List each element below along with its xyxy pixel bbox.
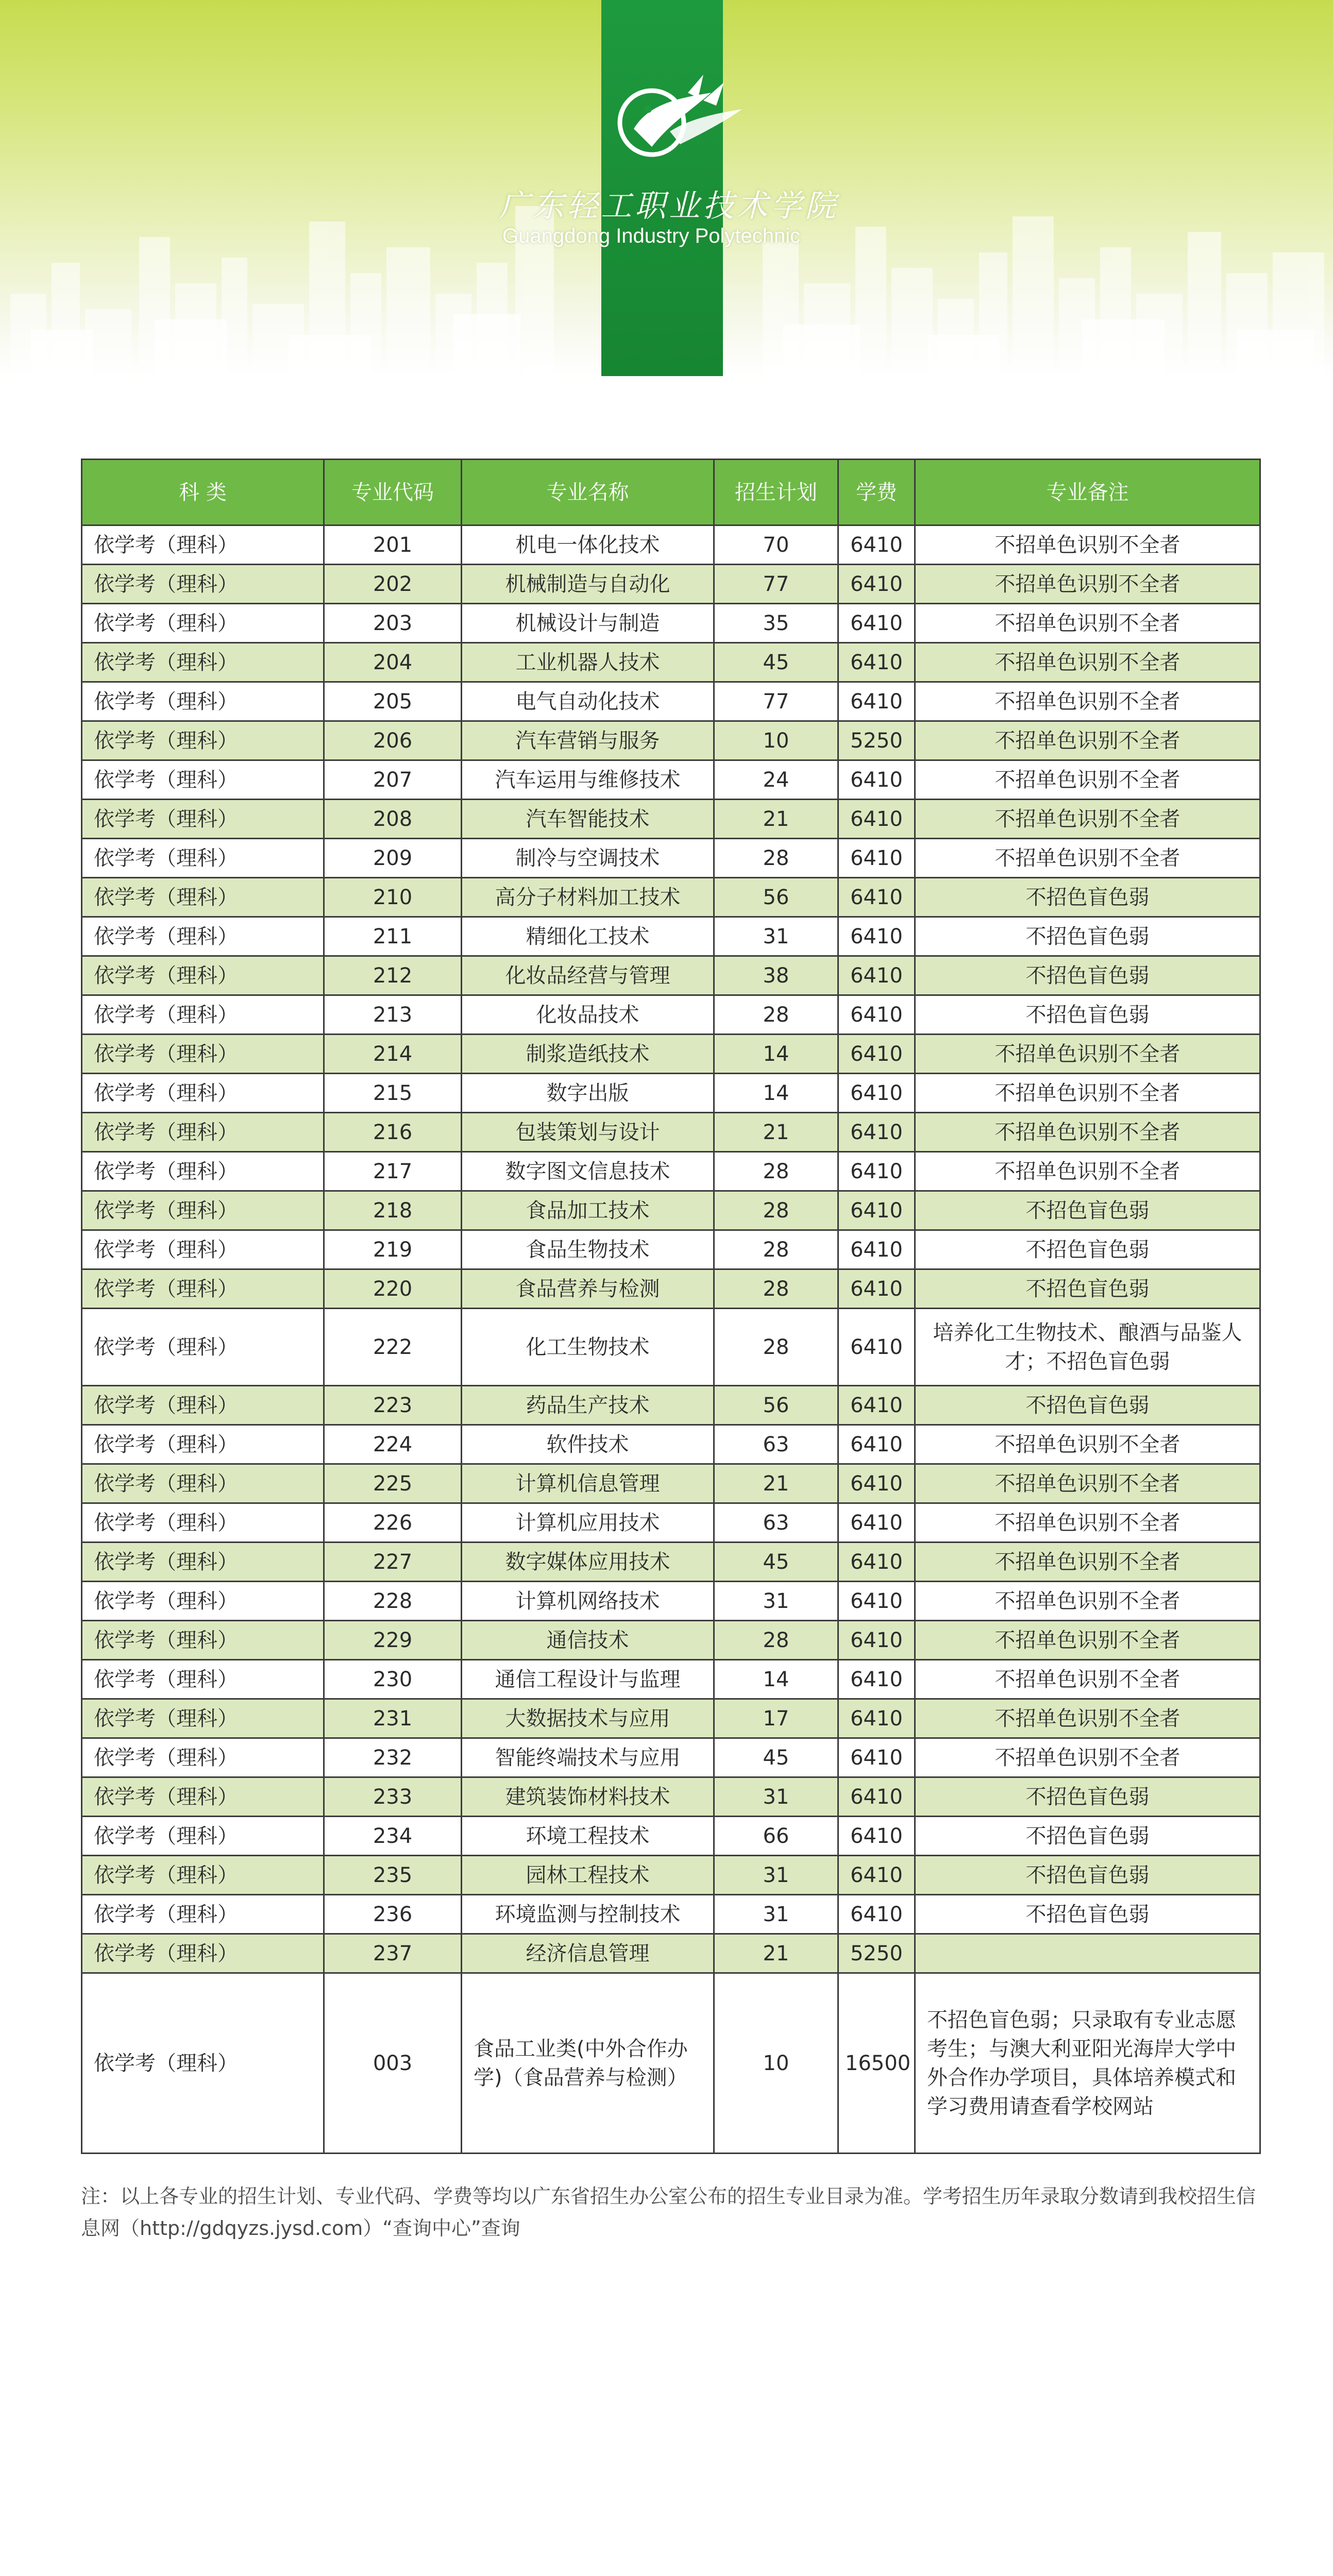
cell-note: 不招单色识别不全者 bbox=[915, 1113, 1260, 1152]
cell-major: 园林工程技术 bbox=[462, 1856, 714, 1895]
cell-code: 231 bbox=[324, 1699, 462, 1738]
cell-fee: 6410 bbox=[838, 643, 915, 682]
cell-fee: 6410 bbox=[838, 1386, 915, 1425]
table-row bbox=[82, 1035, 1260, 1074]
cell-major: 制浆造纸技术 bbox=[462, 1035, 714, 1074]
cell-plan: 21 bbox=[714, 800, 838, 839]
cell-plan: 14 bbox=[714, 1074, 838, 1113]
cell-plan: 56 bbox=[714, 1386, 838, 1425]
cell-category: 依学考（理科） bbox=[82, 721, 324, 760]
cell-category: 依学考（理科） bbox=[82, 1074, 324, 1113]
cell-plan: 63 bbox=[714, 1503, 838, 1543]
table-row bbox=[82, 1503, 1260, 1543]
cell-note: 不招色盲色弱 bbox=[915, 917, 1260, 956]
cell-note: 不招色盲色弱；只录取有专业志愿考生；与澳大利亚阳光海岸大学中外合作办学项目，具体培养模式和学习费用请查看学校网站 bbox=[915, 1973, 1260, 2154]
table-row bbox=[82, 1738, 1260, 1777]
cell-note: 不招色盲色弱 bbox=[915, 1817, 1260, 1856]
cell-plan: 28 bbox=[714, 839, 838, 878]
cell-category: 依学考（理科） bbox=[82, 526, 324, 565]
cell-note: 不招色盲色弱 bbox=[915, 1230, 1260, 1269]
table-row bbox=[82, 1660, 1260, 1699]
cell-code: 205 bbox=[324, 682, 462, 721]
cell-fee: 6410 bbox=[838, 682, 915, 721]
cell-note: 不招色盲色弱 bbox=[915, 1386, 1260, 1425]
cell-code: 229 bbox=[324, 1621, 462, 1660]
cell-note: 不招单色识别不全者 bbox=[915, 1503, 1260, 1543]
cell-fee: 6410 bbox=[838, 1309, 915, 1386]
cell-major: 化妆品技术 bbox=[462, 995, 714, 1035]
cell-fee: 6410 bbox=[838, 1152, 915, 1191]
table-row bbox=[82, 1543, 1260, 1582]
cell-major: 食品加工技术 bbox=[462, 1191, 714, 1230]
cell-major: 汽车智能技术 bbox=[462, 800, 714, 839]
cell-category: 依学考（理科） bbox=[82, 995, 324, 1035]
cell-plan: 28 bbox=[714, 1309, 838, 1386]
cell-note: 不招单色识别不全者 bbox=[915, 1621, 1260, 1660]
column-header-major: 专业名称 bbox=[462, 460, 714, 526]
cell-plan: 10 bbox=[714, 1973, 838, 2154]
cell-code: 225 bbox=[324, 1464, 462, 1503]
cell-code: 220 bbox=[324, 1269, 462, 1309]
cell-major: 经济信息管理 bbox=[462, 1934, 714, 1973]
cell-note: 不招单色识别不全者 bbox=[915, 604, 1260, 643]
table-row bbox=[82, 1895, 1260, 1934]
cell-plan: 77 bbox=[714, 565, 838, 604]
cell-category: 依学考（理科） bbox=[82, 1191, 324, 1230]
cell-fee: 6410 bbox=[838, 800, 915, 839]
cell-category: 依学考（理科） bbox=[82, 1113, 324, 1152]
cell-note: 不招单色识别不全者 bbox=[915, 1660, 1260, 1699]
cell-category: 依学考（理科） bbox=[82, 1035, 324, 1074]
cell-plan: 45 bbox=[714, 643, 838, 682]
cell-fee: 6410 bbox=[838, 917, 915, 956]
cell-code: 003 bbox=[324, 1973, 462, 2154]
cell-category: 依学考（理科） bbox=[82, 1973, 324, 2154]
cell-note bbox=[915, 1934, 1260, 1973]
cell-fee: 5250 bbox=[838, 1934, 915, 1973]
cell-plan: 31 bbox=[714, 917, 838, 956]
table-row bbox=[82, 1113, 1260, 1152]
cell-note: 不招单色识别不全者 bbox=[915, 1425, 1260, 1464]
cell-category: 依学考（理科） bbox=[82, 604, 324, 643]
cell-code: 206 bbox=[324, 721, 462, 760]
cell-major: 机械设计与制造 bbox=[462, 604, 714, 643]
column-header-fee: 学费 bbox=[838, 460, 915, 526]
cell-fee: 6410 bbox=[838, 1035, 915, 1074]
table-row bbox=[82, 956, 1260, 995]
table-row bbox=[82, 1699, 1260, 1738]
cell-category: 依学考（理科） bbox=[82, 1503, 324, 1543]
enrollment-plan-table bbox=[81, 459, 1261, 2154]
column-header-code: 专业代码 bbox=[324, 460, 462, 526]
cell-code: 227 bbox=[324, 1543, 462, 1582]
table-row bbox=[82, 917, 1260, 956]
cell-fee: 6410 bbox=[838, 1269, 915, 1309]
cell-note: 不招单色识别不全者 bbox=[915, 643, 1260, 682]
cell-plan: 38 bbox=[714, 956, 838, 995]
cell-plan: 24 bbox=[714, 760, 838, 800]
table-row bbox=[82, 1934, 1260, 1973]
cell-major: 大数据技术与应用 bbox=[462, 1699, 714, 1738]
cell-fee: 6410 bbox=[838, 565, 915, 604]
cell-major: 计算机信息管理 bbox=[462, 1464, 714, 1503]
cell-code: 203 bbox=[324, 604, 462, 643]
cell-note: 不招单色识别不全者 bbox=[915, 1152, 1260, 1191]
cell-major: 食品营养与检测 bbox=[462, 1269, 714, 1309]
cell-category: 依学考（理科） bbox=[82, 1621, 324, 1660]
cell-fee: 6410 bbox=[838, 526, 915, 565]
school-name-chinese: 广东轻工职业技术学院 bbox=[499, 188, 839, 224]
cell-category: 依学考（理科） bbox=[82, 917, 324, 956]
cell-major: 环境监测与控制技术 bbox=[462, 1895, 714, 1934]
cell-plan: 56 bbox=[714, 878, 838, 917]
cell-fee: 6410 bbox=[838, 839, 915, 878]
cell-code: 226 bbox=[324, 1503, 462, 1543]
cell-code: 235 bbox=[324, 1856, 462, 1895]
cell-major: 数字出版 bbox=[462, 1074, 714, 1113]
cell-major: 通信工程设计与监理 bbox=[462, 1660, 714, 1699]
cell-category: 依学考（理科） bbox=[82, 1152, 324, 1191]
cell-note: 不招单色识别不全者 bbox=[915, 1738, 1260, 1777]
cell-code: 237 bbox=[324, 1934, 462, 1973]
cell-category: 依学考（理科） bbox=[82, 1817, 324, 1856]
cell-plan: 63 bbox=[714, 1425, 838, 1464]
cell-plan: 28 bbox=[714, 1269, 838, 1309]
cell-major: 智能终端技术与应用 bbox=[462, 1738, 714, 1777]
cell-plan: 28 bbox=[714, 995, 838, 1035]
cell-plan: 14 bbox=[714, 1660, 838, 1699]
cell-category: 依学考（理科） bbox=[82, 1309, 324, 1386]
cell-note: 不招色盲色弱 bbox=[915, 878, 1260, 917]
cell-plan: 21 bbox=[714, 1113, 838, 1152]
cell-major: 建筑装饰材料技术 bbox=[462, 1777, 714, 1817]
cell-category: 依学考（理科） bbox=[82, 956, 324, 995]
cell-major: 数字图文信息技术 bbox=[462, 1152, 714, 1191]
cell-fee: 5250 bbox=[838, 721, 915, 760]
cell-fee: 6410 bbox=[838, 1777, 915, 1817]
cell-note: 不招单色识别不全者 bbox=[915, 1074, 1260, 1113]
cell-code: 219 bbox=[324, 1230, 462, 1269]
cell-fee: 6410 bbox=[838, 1113, 915, 1152]
cell-major: 机电一体化技术 bbox=[462, 526, 714, 565]
cell-note: 不招色盲色弱 bbox=[915, 1269, 1260, 1309]
cell-fee: 6410 bbox=[838, 956, 915, 995]
cell-fee: 6410 bbox=[838, 760, 915, 800]
cell-fee: 6410 bbox=[838, 1230, 915, 1269]
cell-note: 不招色盲色弱 bbox=[915, 1777, 1260, 1817]
cell-note: 不招单色识别不全者 bbox=[915, 839, 1260, 878]
cell-major: 包装策划与设计 bbox=[462, 1113, 714, 1152]
cell-note: 不招色盲色弱 bbox=[915, 1856, 1260, 1895]
cell-note: 不招单色识别不全者 bbox=[915, 1464, 1260, 1503]
cell-code: 209 bbox=[324, 839, 462, 878]
cell-major: 工业机器人技术 bbox=[462, 643, 714, 682]
cell-code: 233 bbox=[324, 1777, 462, 1817]
cell-category: 依学考（理科） bbox=[82, 1660, 324, 1699]
table-row bbox=[82, 604, 1260, 643]
cell-note: 不招单色识别不全者 bbox=[915, 800, 1260, 839]
table-row bbox=[82, 1309, 1260, 1386]
cell-plan: 70 bbox=[714, 526, 838, 565]
cell-code: 223 bbox=[324, 1386, 462, 1425]
header-banner bbox=[0, 0, 1333, 376]
table-row bbox=[82, 1152, 1260, 1191]
cell-category: 依学考（理科） bbox=[82, 1269, 324, 1309]
cell-major: 机械制造与自动化 bbox=[462, 565, 714, 604]
cell-fee: 16500 bbox=[838, 1973, 915, 2154]
table-row bbox=[82, 1386, 1260, 1425]
cell-fee: 6410 bbox=[838, 1582, 915, 1621]
table-row bbox=[82, 682, 1260, 721]
cell-major: 制冷与空调技术 bbox=[462, 839, 714, 878]
cell-note: 不招单色识别不全者 bbox=[915, 1582, 1260, 1621]
cell-fee: 6410 bbox=[838, 1817, 915, 1856]
cell-code: 218 bbox=[324, 1191, 462, 1230]
cell-category: 依学考（理科） bbox=[82, 1777, 324, 1817]
cell-code: 210 bbox=[324, 878, 462, 917]
cell-major: 汽车营销与服务 bbox=[462, 721, 714, 760]
cell-fee: 6410 bbox=[838, 1425, 915, 1464]
cell-category: 依学考（理科） bbox=[82, 1425, 324, 1464]
cell-code: 213 bbox=[324, 995, 462, 1035]
cell-major: 计算机网络技术 bbox=[462, 1582, 714, 1621]
table-row bbox=[82, 839, 1260, 878]
table-row bbox=[82, 1777, 1260, 1817]
cell-fee: 6410 bbox=[838, 995, 915, 1035]
cell-category: 依学考（理科） bbox=[82, 1386, 324, 1425]
cell-note: 不招单色识别不全者 bbox=[915, 682, 1260, 721]
cell-note: 培养化工生物技术、酿酒与品鉴人才；不招色盲色弱 bbox=[915, 1309, 1260, 1386]
cell-fee: 6410 bbox=[838, 604, 915, 643]
cell-note: 不招单色识别不全者 bbox=[915, 526, 1260, 565]
cell-fee: 6410 bbox=[838, 1856, 915, 1895]
cell-major: 汽车运用与维修技术 bbox=[462, 760, 714, 800]
cell-plan: 28 bbox=[714, 1191, 838, 1230]
cell-plan: 45 bbox=[714, 1738, 838, 1777]
cell-category: 依学考（理科） bbox=[82, 1230, 324, 1269]
column-header-plan: 招生计划 bbox=[714, 460, 838, 526]
cell-category: 依学考（理科） bbox=[82, 1895, 324, 1934]
cell-code: 234 bbox=[324, 1817, 462, 1856]
table-row bbox=[82, 1464, 1260, 1503]
cell-note: 不招单色识别不全者 bbox=[915, 565, 1260, 604]
cell-code: 214 bbox=[324, 1035, 462, 1074]
cell-note: 不招色盲色弱 bbox=[915, 956, 1260, 995]
footnote: 注：以上各专业的招生计划、专业代码、学费等均以广东省招生办公室公布的招生专业目录为准。学考招生历年录取分数请到我校招生信息网（http://gdqyzs.jysd.com）“查询中心”查询 bbox=[81, 2185, 1256, 2240]
cell-code: 216 bbox=[324, 1113, 462, 1152]
cell-note: 不招单色识别不全者 bbox=[915, 1699, 1260, 1738]
column-header-note: 专业备注 bbox=[915, 460, 1260, 526]
cell-category: 依学考（理科） bbox=[82, 1582, 324, 1621]
cell-code: 217 bbox=[324, 1152, 462, 1191]
cell-code: 228 bbox=[324, 1582, 462, 1621]
table-header-row bbox=[82, 460, 1260, 526]
cell-note: 不招单色识别不全者 bbox=[915, 1543, 1260, 1582]
cell-code: 208 bbox=[324, 800, 462, 839]
cell-plan: 10 bbox=[714, 721, 838, 760]
cell-fee: 6410 bbox=[838, 878, 915, 917]
cell-major: 化妆品经营与管理 bbox=[462, 956, 714, 995]
cell-note: 不招单色识别不全者 bbox=[915, 721, 1260, 760]
cell-major: 高分子材料加工技术 bbox=[462, 878, 714, 917]
cell-note: 不招单色识别不全者 bbox=[915, 1035, 1260, 1074]
table-row bbox=[82, 1191, 1260, 1230]
cell-fee: 6410 bbox=[838, 1074, 915, 1113]
cell-note: 不招单色识别不全者 bbox=[915, 760, 1260, 800]
cell-plan: 14 bbox=[714, 1035, 838, 1074]
table-row bbox=[82, 760, 1260, 800]
cell-plan: 21 bbox=[714, 1934, 838, 1973]
table-row bbox=[82, 1074, 1260, 1113]
cell-plan: 21 bbox=[714, 1464, 838, 1503]
cell-plan: 77 bbox=[714, 682, 838, 721]
cell-code: 207 bbox=[324, 760, 462, 800]
table-row bbox=[82, 1621, 1260, 1660]
cell-plan: 28 bbox=[714, 1230, 838, 1269]
cell-fee: 6410 bbox=[838, 1699, 915, 1738]
table-row bbox=[82, 1269, 1260, 1309]
cell-plan: 17 bbox=[714, 1699, 838, 1738]
cell-fee: 6410 bbox=[838, 1464, 915, 1503]
table-row bbox=[82, 721, 1260, 760]
table-row bbox=[82, 1817, 1260, 1856]
cell-major: 食品生物技术 bbox=[462, 1230, 714, 1269]
cell-category: 依学考（理科） bbox=[82, 839, 324, 878]
cell-plan: 45 bbox=[714, 1543, 838, 1582]
cell-note: 不招色盲色弱 bbox=[915, 1191, 1260, 1230]
cell-plan: 31 bbox=[714, 1777, 838, 1817]
cell-major: 数字媒体应用技术 bbox=[462, 1543, 714, 1582]
cell-code: 215 bbox=[324, 1074, 462, 1113]
cell-note: 不招色盲色弱 bbox=[915, 1895, 1260, 1934]
cell-plan: 31 bbox=[714, 1856, 838, 1895]
cell-major: 化工生物技术 bbox=[462, 1309, 714, 1386]
school-name-english: Guangdong Industry Polytechnic bbox=[502, 225, 801, 247]
cell-category: 依学考（理科） bbox=[82, 682, 324, 721]
cell-plan: 28 bbox=[714, 1152, 838, 1191]
column-header-category: 科 类 bbox=[82, 460, 324, 526]
cell-code: 236 bbox=[324, 1895, 462, 1934]
cell-code: 201 bbox=[324, 526, 462, 565]
cell-major: 软件技术 bbox=[462, 1425, 714, 1464]
cell-major: 计算机应用技术 bbox=[462, 1503, 714, 1543]
cell-code: 222 bbox=[324, 1309, 462, 1386]
table-row bbox=[82, 1856, 1260, 1895]
cell-code: 232 bbox=[324, 1738, 462, 1777]
cell-plan: 31 bbox=[714, 1582, 838, 1621]
table-row bbox=[82, 878, 1260, 917]
cell-note: 不招色盲色弱 bbox=[915, 995, 1260, 1035]
cell-major: 通信技术 bbox=[462, 1621, 714, 1660]
cell-code: 212 bbox=[324, 956, 462, 995]
school-logo-icon bbox=[593, 62, 752, 185]
cell-category: 依学考（理科） bbox=[82, 1934, 324, 1973]
cell-category: 依学考（理科） bbox=[82, 1856, 324, 1895]
table-row bbox=[82, 800, 1260, 839]
table-row bbox=[82, 643, 1260, 682]
table-row bbox=[82, 1425, 1260, 1464]
table-row bbox=[82, 526, 1260, 565]
cell-plan: 66 bbox=[714, 1817, 838, 1856]
cell-major: 电气自动化技术 bbox=[462, 682, 714, 721]
cell-fee: 6410 bbox=[838, 1738, 915, 1777]
table-row bbox=[82, 565, 1260, 604]
table-row bbox=[82, 1230, 1260, 1269]
cell-code: 202 bbox=[324, 565, 462, 604]
cell-plan: 31 bbox=[714, 1895, 838, 1934]
cell-fee: 6410 bbox=[838, 1191, 915, 1230]
table-row bbox=[82, 1973, 1260, 2154]
cell-major: 精细化工技术 bbox=[462, 917, 714, 956]
cell-category: 依学考（理科） bbox=[82, 1543, 324, 1582]
table-row bbox=[82, 995, 1260, 1035]
cell-code: 230 bbox=[324, 1660, 462, 1699]
cell-major: 环境工程技术 bbox=[462, 1817, 714, 1856]
table-row bbox=[82, 1582, 1260, 1621]
cell-fee: 6410 bbox=[838, 1503, 915, 1543]
cell-fee: 6410 bbox=[838, 1543, 915, 1582]
cell-category: 依学考（理科） bbox=[82, 878, 324, 917]
cell-plan: 28 bbox=[714, 1621, 838, 1660]
enrollment-table-container bbox=[81, 459, 1259, 2154]
cell-fee: 6410 bbox=[838, 1895, 915, 1934]
cell-category: 依学考（理科） bbox=[82, 800, 324, 839]
cell-category: 依学考（理科） bbox=[82, 1464, 324, 1503]
cell-fee: 6410 bbox=[838, 1621, 915, 1660]
cell-category: 依学考（理科） bbox=[82, 1738, 324, 1777]
cell-plan: 35 bbox=[714, 604, 838, 643]
cell-major: 食品工业类(中外合作办学)（食品营养与检测） bbox=[462, 1973, 714, 2154]
table-body bbox=[82, 526, 1260, 2154]
cell-major: 药品生产技术 bbox=[462, 1386, 714, 1425]
cell-code: 204 bbox=[324, 643, 462, 682]
cell-category: 依学考（理科） bbox=[82, 643, 324, 682]
cell-category: 依学考（理科） bbox=[82, 565, 324, 604]
cell-code: 224 bbox=[324, 1425, 462, 1464]
cell-category: 依学考（理科） bbox=[82, 760, 324, 800]
cell-category: 依学考（理科） bbox=[82, 1699, 324, 1738]
cell-code: 211 bbox=[324, 917, 462, 956]
cell-fee: 6410 bbox=[838, 1660, 915, 1699]
